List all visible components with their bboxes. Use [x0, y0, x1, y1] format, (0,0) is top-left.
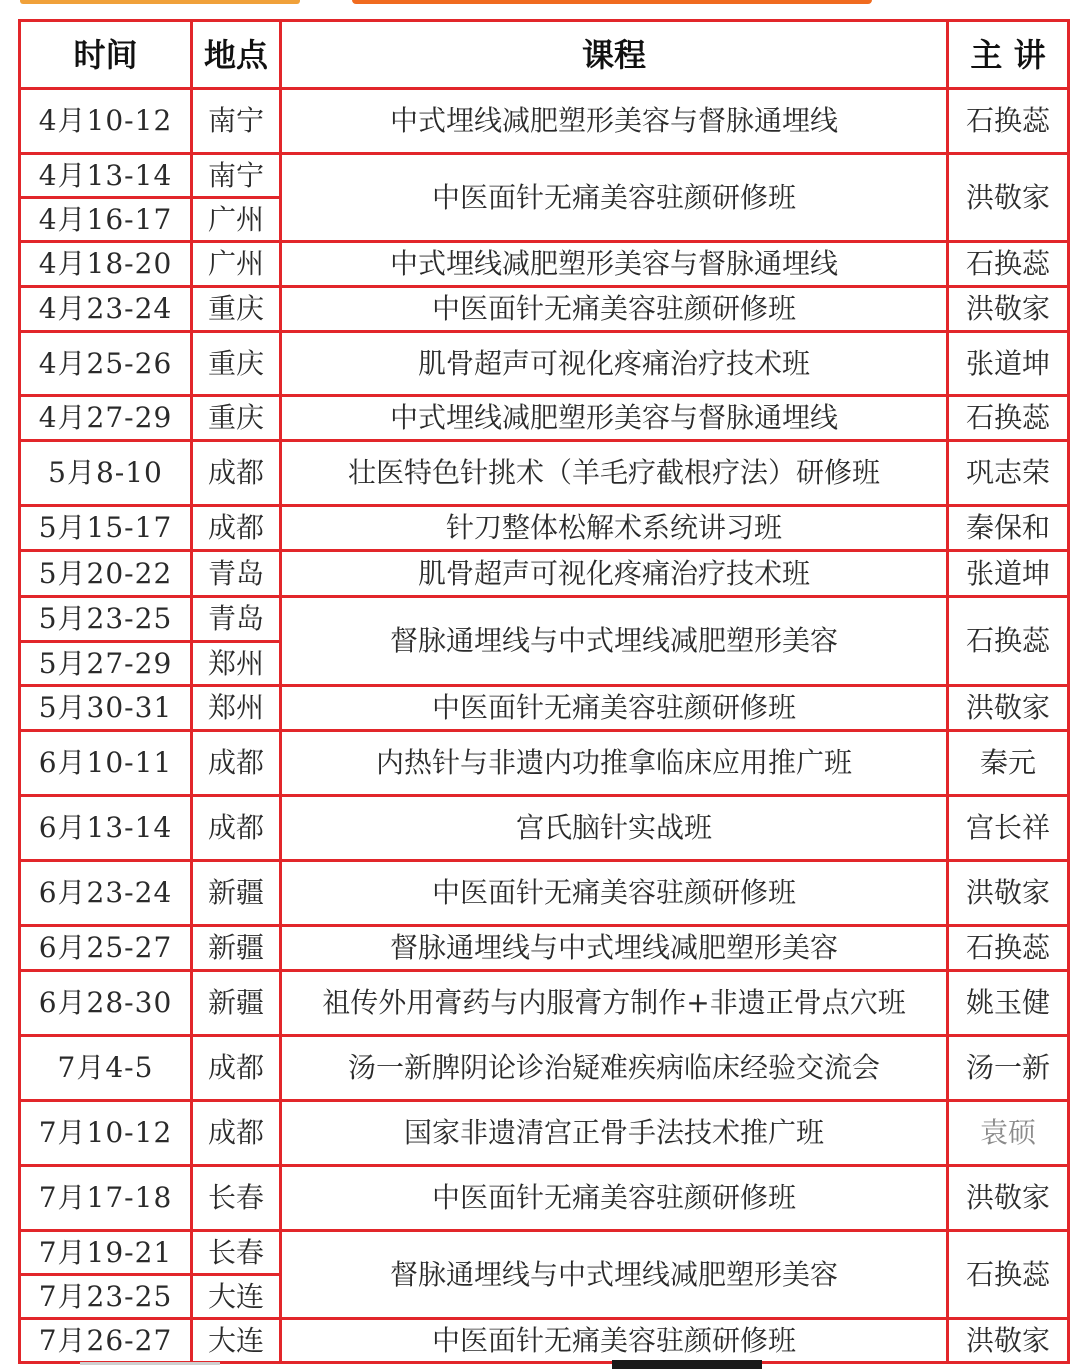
header-location: 地点	[192, 21, 281, 89]
date-cell: 4月23-24	[20, 287, 192, 332]
date-cell: 5月30-31	[20, 686, 192, 731]
table-row	[20, 506, 1069, 551]
lecturer-cell: 石换蕊	[948, 597, 1069, 686]
table-row	[20, 242, 1069, 287]
lecturer-cell: 洪敬家	[948, 686, 1069, 731]
table-row	[20, 551, 1069, 597]
banner-fragment-left	[20, 0, 300, 4]
lecturer-cell: 石换蕊	[948, 1231, 1069, 1319]
lecturer-cell: 姚玉健	[948, 971, 1069, 1036]
footer-fragment-right	[612, 1360, 762, 1369]
banner-fragment-right	[352, 0, 872, 4]
date-cell: 4月25-26	[20, 332, 192, 396]
date-cell: 7月4-5	[20, 1036, 192, 1101]
date-cell: 4月10-12	[20, 89, 192, 154]
lecturer-cell: 袁硕	[948, 1101, 1069, 1166]
table-row	[20, 287, 1069, 332]
table-row	[20, 1101, 1069, 1166]
course-cell: 汤一新脾阴论诊治疑难疾病临床经验交流会	[281, 1036, 948, 1101]
course-cell: 针刀整体松解术系统讲习班	[281, 506, 948, 551]
course-cell: 中医面针无痛美容驻颜研修班	[281, 686, 948, 731]
location-cell: 成都	[192, 1036, 281, 1101]
date-cell: 6月25-27	[20, 926, 192, 971]
course-cell: 祖传外用膏药与内服膏方制作+非遗正骨点穴班	[281, 971, 948, 1036]
date-cell: 5月23-25	[20, 597, 192, 642]
lecturer-cell: 张道坤	[948, 332, 1069, 396]
table-row	[20, 1166, 1069, 1231]
course-cell: 国家非遗清宫正骨手法技术推广班	[281, 1101, 948, 1166]
course-cell: 中医面针无痛美容驻颜研修班	[281, 154, 948, 242]
cropped-footer	[0, 1360, 1070, 1369]
course-cell: 督脉通埋线与中式埋线减肥塑形美容	[281, 1231, 948, 1319]
course-cell: 壮医特色针挑术（羊毛疗截根疗法）研修班	[281, 441, 948, 506]
lecturer-cell: 巩志荣	[948, 441, 1069, 506]
date-cell: 7月23-25	[20, 1275, 192, 1319]
header-course: 课程	[281, 21, 948, 89]
lecturer-cell: 石换蕊	[948, 242, 1069, 287]
location-cell: 新疆	[192, 861, 281, 926]
date-cell: 7月17-18	[20, 1166, 192, 1231]
location-cell: 成都	[192, 1101, 281, 1166]
course-cell: 中式埋线减肥塑形美容与督脉通埋线	[281, 89, 948, 154]
location-cell: 新疆	[192, 971, 281, 1036]
table-row	[20, 861, 1069, 926]
course-cell: 督脉通埋线与中式埋线减肥塑形美容	[281, 597, 948, 686]
date-cell: 5月15-17	[20, 506, 192, 551]
course-cell: 宫氏脑针实战班	[281, 796, 948, 861]
course-cell: 督脉通埋线与中式埋线减肥塑形美容	[281, 926, 948, 971]
lecturer-cell: 宫长祥	[948, 796, 1069, 861]
date-cell: 6月23-24	[20, 861, 192, 926]
table-row	[20, 971, 1069, 1036]
header-time: 时间	[20, 21, 192, 89]
date-cell: 5月20-22	[20, 551, 192, 597]
location-cell: 青岛	[192, 551, 281, 597]
course-cell: 中医面针无痛美容驻颜研修班	[281, 1319, 948, 1363]
course-cell: 肌骨超声可视化疼痛治疗技术班	[281, 551, 948, 597]
date-cell: 7月19-21	[20, 1231, 192, 1275]
header-lecturer: 主 讲	[948, 21, 1069, 89]
table-row	[20, 926, 1069, 971]
location-cell: 广州	[192, 198, 281, 242]
location-cell: 新疆	[192, 926, 281, 971]
lecturer-cell: 秦元	[948, 731, 1069, 796]
date-cell: 4月13-14	[20, 154, 192, 198]
course-cell: 内热针与非遗内功推拿临床应用推广班	[281, 731, 948, 796]
lecturer-cell: 洪敬家	[948, 1319, 1069, 1363]
date-cell: 4月27-29	[20, 396, 192, 441]
location-cell: 成都	[192, 731, 281, 796]
lecturer-cell: 洪敬家	[948, 154, 1069, 242]
date-cell: 4月16-17	[20, 198, 192, 242]
date-cell: 4月18-20	[20, 242, 192, 287]
table-row	[20, 154, 1069, 198]
table-row	[20, 1036, 1069, 1101]
table-row	[20, 1231, 1069, 1275]
location-cell: 郑州	[192, 686, 281, 731]
course-cell: 肌骨超声可视化疼痛治疗技术班	[281, 332, 948, 396]
location-cell: 青岛	[192, 597, 281, 642]
lecturer-cell: 汤一新	[948, 1036, 1069, 1101]
date-cell: 7月10-12	[20, 1101, 192, 1166]
lecturer-cell: 洪敬家	[948, 861, 1069, 926]
location-cell: 成都	[192, 441, 281, 506]
lecturer-cell: 秦保和	[948, 506, 1069, 551]
course-cell: 中医面针无痛美容驻颜研修班	[281, 287, 948, 332]
table-row	[20, 686, 1069, 731]
date-cell: 6月13-14	[20, 796, 192, 861]
location-cell: 南宁	[192, 89, 281, 154]
lecturer-cell: 石换蕊	[948, 89, 1069, 154]
date-cell: 7月26-27	[20, 1319, 192, 1363]
header-row	[20, 21, 1069, 89]
lecturer-cell: 洪敬家	[948, 287, 1069, 332]
location-cell: 大连	[192, 1319, 281, 1363]
table-row	[20, 396, 1069, 441]
course-cell: 中医面针无痛美容驻颜研修班	[281, 1166, 948, 1231]
table-row	[20, 796, 1069, 861]
location-cell: 大连	[192, 1275, 281, 1319]
table-row	[20, 597, 1069, 642]
location-cell: 成都	[192, 796, 281, 861]
location-cell: 郑州	[192, 642, 281, 686]
lecturer-cell: 张道坤	[948, 551, 1069, 597]
date-cell: 5月8-10	[20, 441, 192, 506]
table-row	[20, 332, 1069, 396]
table-row	[20, 89, 1069, 154]
course-cell: 中医面针无痛美容驻颜研修班	[281, 861, 948, 926]
lecturer-cell: 洪敬家	[948, 1166, 1069, 1231]
course-cell: 中式埋线减肥塑形美容与督脉通埋线	[281, 396, 948, 441]
course-cell: 中式埋线减肥塑形美容与督脉通埋线	[281, 242, 948, 287]
location-cell: 重庆	[192, 396, 281, 441]
table-row	[20, 731, 1069, 796]
cropped-title-banner	[0, 0, 1070, 18]
date-cell: 5月27-29	[20, 642, 192, 686]
footer-fragment-left	[80, 1362, 220, 1365]
location-cell: 成都	[192, 506, 281, 551]
date-cell: 6月10-11	[20, 731, 192, 796]
lecturer-cell: 石换蕊	[948, 396, 1069, 441]
location-cell: 广州	[192, 242, 281, 287]
lecturer-cell: 石换蕊	[948, 926, 1069, 971]
table-row	[20, 1319, 1069, 1363]
location-cell: 南宁	[192, 154, 281, 198]
date-cell: 6月28-30	[20, 971, 192, 1036]
location-cell: 长春	[192, 1166, 281, 1231]
location-cell: 长春	[192, 1231, 281, 1275]
location-cell: 重庆	[192, 287, 281, 332]
course-schedule-table	[18, 19, 1070, 1364]
location-cell: 重庆	[192, 332, 281, 396]
table-row	[20, 441, 1069, 506]
